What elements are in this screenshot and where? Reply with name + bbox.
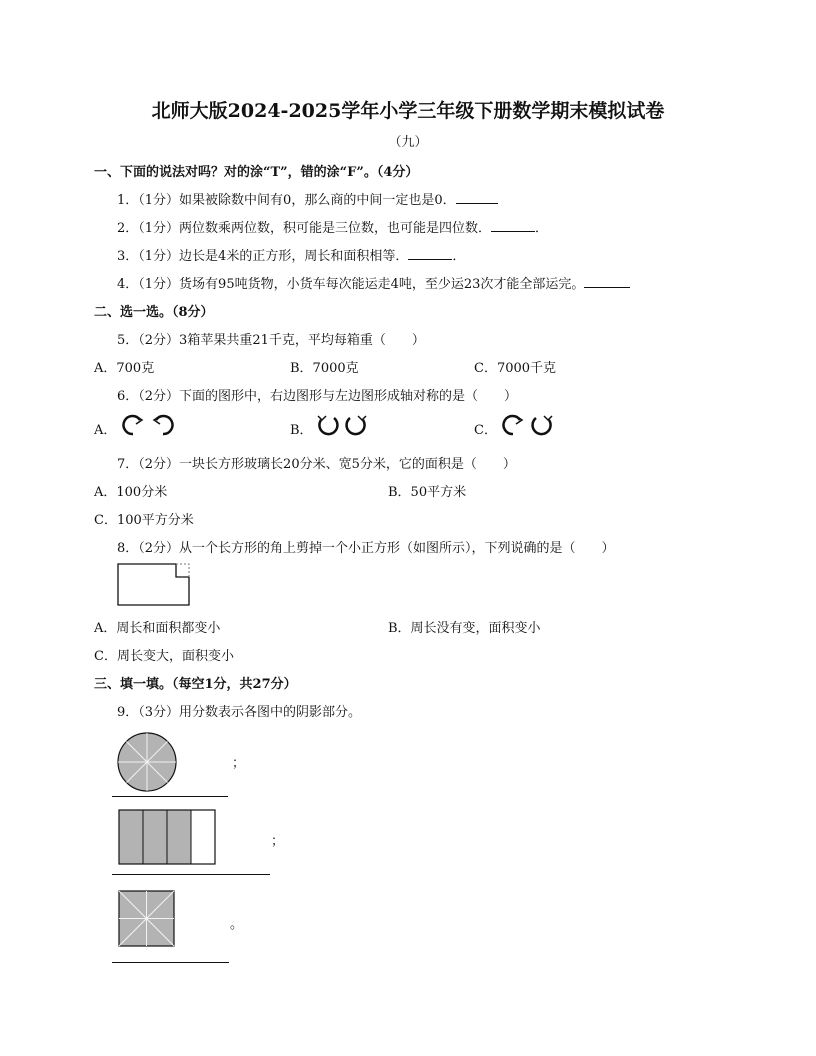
- question-5: 5．（2分）3箱苹果共重21千克，平均每箱重（ ）: [117, 333, 425, 348]
- answer-blank-3[interactable]: [408, 247, 452, 260]
- q9-answer-line-1[interactable]: [112, 796, 228, 797]
- q5-option-a[interactable]: A．700克: [94, 361, 155, 376]
- question-6: 6．（2分）下面的图形中，右边图形与左边图形成轴对称的是（ ）: [117, 389, 518, 404]
- section1-heading: 一、下面的说法对吗？对的涂“T”，错的涂“F”。（4分）: [94, 165, 419, 180]
- q6-option-c-figure: [500, 413, 556, 439]
- q7-option-c[interactable]: C．100平方分米: [94, 513, 194, 528]
- q8-option-c[interactable]: C．周长变大，面积变小: [94, 649, 234, 664]
- section3-heading: 三、填一填。（每空1分，共27分）: [94, 677, 297, 692]
- q9-figure-rectangle: [118, 809, 216, 866]
- q9-answer-line-3[interactable]: [112, 962, 229, 963]
- q6-option-a-figure: [120, 413, 176, 439]
- question-7: 7．（2分）一块长方形玻璃长20分米、宽5分米，它的面积是（ ）: [117, 457, 516, 472]
- q7-option-b[interactable]: B．50平方米: [388, 485, 467, 500]
- question-3: [117, 245, 465, 264]
- q9-answer-line-2[interactable]: [112, 874, 270, 875]
- q7-option-a[interactable]: A．100分米: [94, 485, 168, 500]
- q8-option-a[interactable]: A．周长和面积都变小: [94, 621, 221, 636]
- question-4: [117, 273, 630, 292]
- q9-figure-circle: [116, 731, 178, 793]
- question-4-text: 4．（1分）货场有95吨货物，小货车每次能运走4吨，至少运23次才能全部运完。: [117, 277, 585, 292]
- question-1: [117, 189, 498, 208]
- question-2-end: ．: [535, 221, 549, 236]
- section2-heading: 二、选一选。（8分）: [94, 305, 214, 320]
- answer-blank-1[interactable]: [456, 191, 498, 204]
- q9-separator-1: ；: [232, 756, 246, 771]
- q8-option-b[interactable]: B．周长没有变，面积变小: [388, 621, 541, 636]
- q6-option-c[interactable]: C．: [474, 423, 497, 438]
- question-1-text: 1．（1分）如果被除数中间有0，那么商的中间一定也是0．: [117, 193, 456, 208]
- q6-option-b[interactable]: B．: [290, 423, 313, 438]
- page-subtitle: （九）: [388, 135, 428, 150]
- q9-separator-3: 。: [230, 917, 244, 932]
- q5-option-c[interactable]: C．7000千克: [474, 361, 557, 376]
- question-8: 8．（2分）从一个长方形的角上剪掉一个小正方形（如图所示），下列说确的是（ ）: [117, 541, 615, 556]
- question-3-end: ．: [452, 249, 466, 264]
- q9-figure-square: [118, 890, 176, 948]
- question-2-text: 2．（1分）两位数乘两位数，积可能是三位数，也可能是四位数．: [117, 221, 492, 236]
- answer-blank-2[interactable]: [491, 219, 535, 232]
- q6-option-b-figure: [314, 413, 370, 439]
- question-3-text: 3．（1分）边长是4米的正方形，周长和面积相等．: [117, 249, 409, 264]
- question-2: [117, 217, 548, 236]
- page-title: 北师大版2024-2025学年小学三年级下册数学期末模拟试卷: [151, 100, 665, 122]
- answer-blank-4[interactable]: [584, 275, 630, 288]
- question-9: 9．（3分）用分数表示各图中的阴影部分。: [117, 705, 362, 720]
- q8-figure-cut-rectangle: [117, 562, 193, 608]
- q6-option-a[interactable]: A．: [94, 423, 117, 438]
- q5-option-b[interactable]: B．7000克: [290, 361, 359, 376]
- q9-separator-2: ；: [271, 834, 285, 849]
